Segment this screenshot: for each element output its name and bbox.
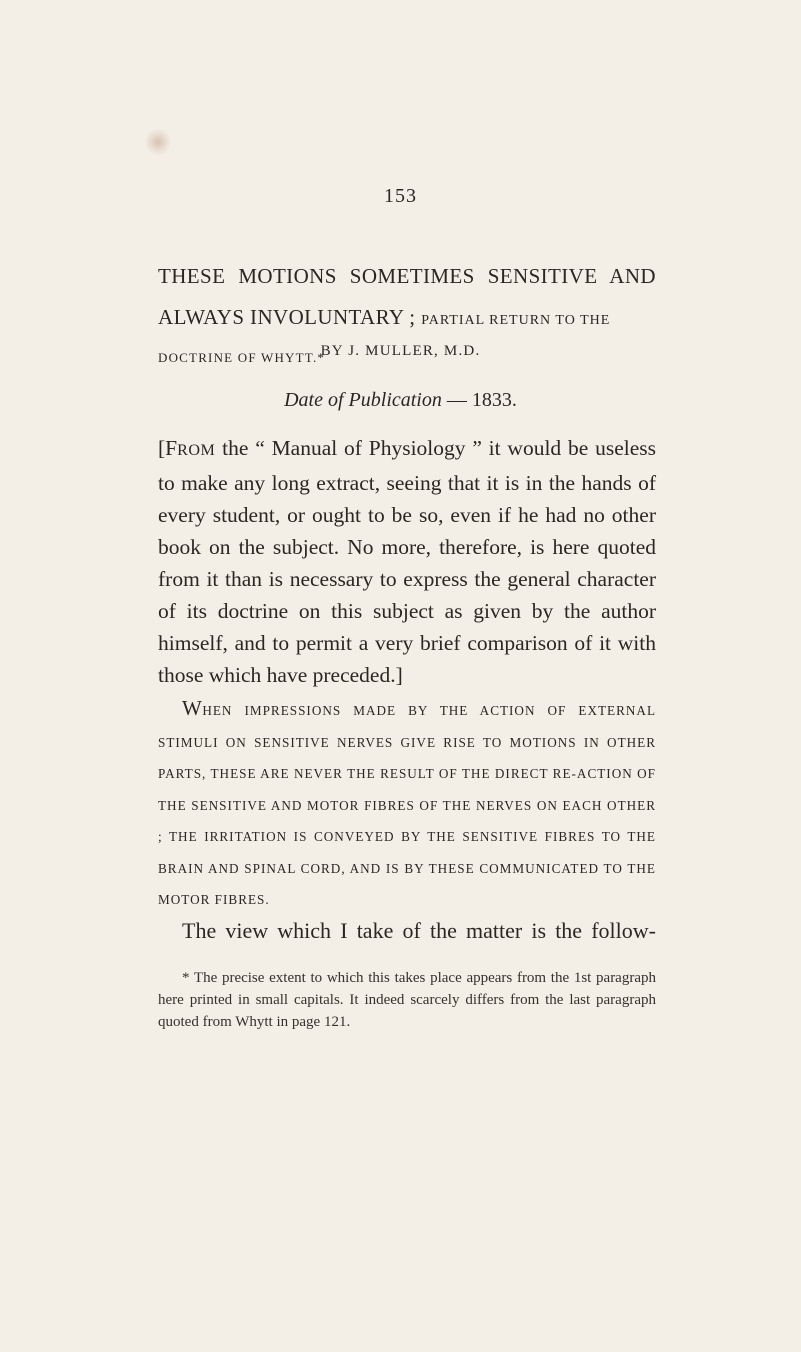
small-caps-text: HEN IMPRESSIONS MADE BY THE ACTION OF EXTERNAL STIMULI ON SENSITIVE NERVES GIVE RISE TO MOTIONS IN OTHER PARTS, THESE ARE NEVER THE RESULT OF THE DIRECT RE-ACTION OF THE SENSITIVE AND MOTOR FIBRES OF THE NERVES ON EACH OTHER ; THE IRRITATION IS CONVEYED BY THE SENSITIVE FIBRES TO THE BRAIN AND SPINAL CORD, AND IS BY THESE COMMUNICATED TO THE MOTOR FIBRES. xyxy=(158,703,656,907)
continuation-paragraph: The view which I take of the matter is the follow- xyxy=(182,917,656,943)
small-caps-initial: W xyxy=(182,696,203,720)
author-byline: BY J. MULLER, M.D. xyxy=(320,343,481,359)
title-line-3: DOCTRINE OF WHYTT.* xyxy=(158,350,326,365)
intro-from-cap: F xyxy=(165,436,178,460)
intro-paragraph xyxy=(158,432,656,691)
title-line-2-small: PARTIAL RETURN TO THE xyxy=(421,313,611,328)
small-caps-paragraph xyxy=(158,693,656,916)
publication-date xyxy=(0,389,801,412)
title-line-2 xyxy=(158,297,656,341)
title-line-2-main: ALWAYS INVOLUNTARY ; xyxy=(158,305,416,329)
date-separator: — xyxy=(441,389,472,411)
page-number: 153 xyxy=(384,185,417,207)
intro-from-rest: ROM xyxy=(177,442,216,459)
intro-text: the “ Manual of Physiology ” it would be useless to make any long extract, seeing that it is in the hands of every student, or ought to be so, even if he had no other book on the subject. No more, therefore, is here quoted from it than is necessary to express the general character of its doctrine on this subject as given by the author himself, and to permit a very brief comparison of it with those which have preceded.] xyxy=(158,436,656,687)
date-label: Date of Publication xyxy=(284,389,442,411)
title-line-1: THESE MOTIONS SOMETIMES SENSITIVE AND xyxy=(158,264,656,288)
ink-smudge xyxy=(146,129,170,155)
footnote: * The precise extent to which this takes place appears from the 1st paragraph here printed in small capitals. It indeed scarcely differs from the last paragraph quoted from Whytt in page 121. xyxy=(158,970,656,1030)
body-text xyxy=(158,432,656,948)
date-year: 1833. xyxy=(471,389,517,411)
intro-bracket: [ xyxy=(158,436,166,460)
